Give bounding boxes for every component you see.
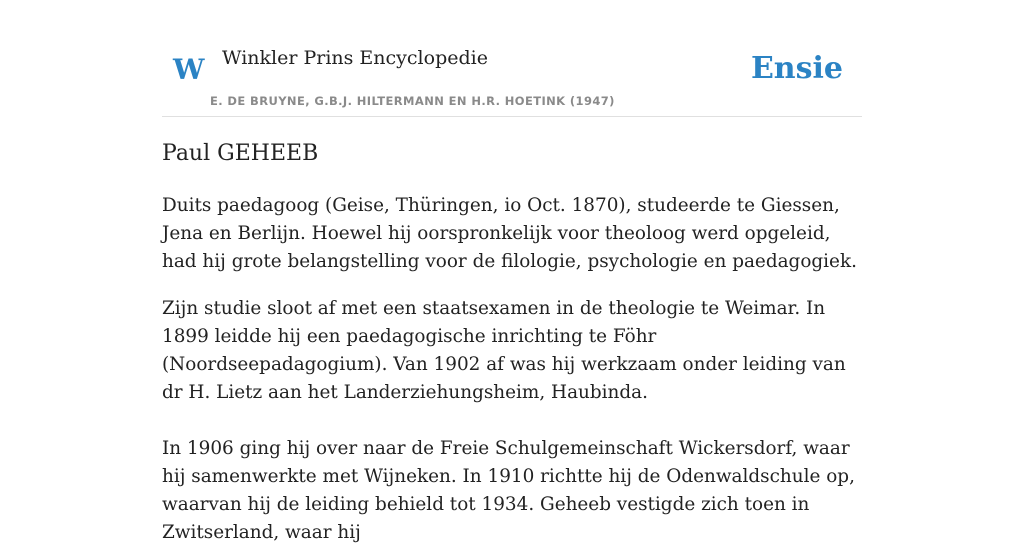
source-title: Winkler Prins Encyclopedie xyxy=(222,47,488,69)
article-paragraph: Zijn studie sloot af met een staatsexamen in de theologie te Weimar. In 1899 leidde hij een paedagogische inrichting te Föhr (Noordseepadagogium). Van 1902 af was hij werkzaam onder leiding van dr H. Lietz aan het Landerziehungsheim, Haubinda. xyxy=(162,298,846,403)
article xyxy=(162,138,862,547)
article-paragraph: Duits paedagoog (Geise, Thüringen, io Oct. 1870), studeerde te Giessen, Jena en Berlijn. Hoewel hij oorspronkelijk voor theoloog werd opgeleid, had hij grote belangstelling voor de filologie, psychologie en paedagogiek. xyxy=(162,195,857,272)
article-paragraph: In 1906 ging hij over naar de Freie Schulgemeinschaft Wickersdorf, waar hij samenwerkte met Wijneken. In 1910 richtte hij de Odenwaldschule op, waarvan hij de leiding behield tot 1934. Geheeb vestigde zich toen in Zwitserland, waar hij xyxy=(162,438,855,543)
source-authors: E. DE BRUYNE, G.B.J. HILTERMANN EN H.R. HOETINK (1947) xyxy=(210,94,615,108)
source-logo: W xyxy=(173,53,205,86)
ensie-logo-link[interactable]: Ensie xyxy=(750,51,843,86)
article-title: Paul GEHEEB xyxy=(162,141,319,166)
source-header xyxy=(162,0,862,117)
